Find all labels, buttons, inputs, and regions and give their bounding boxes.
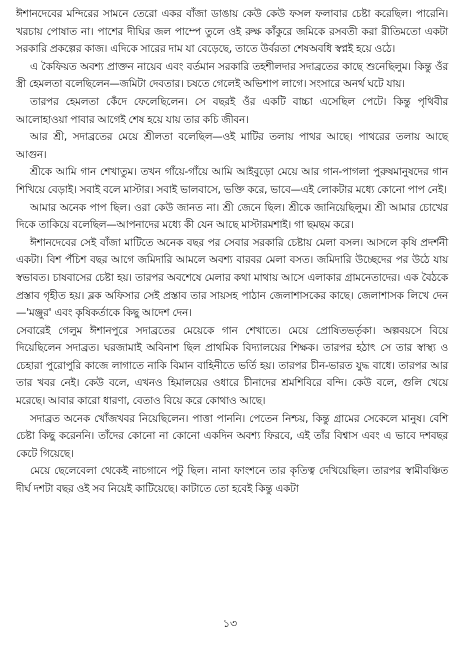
page-number: ১৩	[222, 617, 238, 630]
paragraph: এ কৈফিয়ত অবশ্য প্রাক্তন নায়েব এবং বর্তমান সরকারি তহশীলদার সদাব্রতের কাছে শুনেছিলুম। কিন্তু ওঁর স্ত্রী হেমলতা বলেছিলেন—জমিটা দেবতার। চষতে গেলেই অভিশাপ লাগে। সংসারে অনর্থ ঘটে যায়।	[16, 60, 448, 91]
paragraph: ঈশানদেবের সেই বাঁজা মাটিতে অনেক বছর পর সেবার সরকারি চেষ্টায় মেলা বসল। আসলে কৃষি প্রদর্শনী একটা। বিশ পঁচিশ বছর আগে জমিদারি আমলে অবশ্য বারবর মেলা বসত। জমিদারি উচ্ছেদের পর উঠে যায় স্বভাবত। চাষবাসের চেষ্টা হয়। তারপর অবশেষে মেলার কথা মাথায় আসে এলাকার গ্রামনেতাদের। এক বৈঠকে প্রস্তাব গৃহীত হয়। ব্লক অফিসার সেই প্রস্তাব তার সায়সহ পাঠান জেলাশাসকের কাছে। জেলাশাসক লিখে দেন—'মঞ্জুর' এবং কৃষিকর্তাকে কিছু আদেশ দেন।	[16, 236, 448, 320]
paragraph: শ্রীকে আমি গান শেখাতুম। তখন গাঁয়ে-গাঁয়ে আমি আইবুড়ো মেয়ে আর গান-পাগলা পুরুষমানুষদের গান শিখিয়ে বেড়াই। সবাই বলে মাস্টার। সবাই ভালবাসে, ভক্তি করে, ভাবে—এই লোকটার মধ্যে কোনো পাপ নেই।	[16, 166, 448, 196]
paragraph: তারপর হেমলতা কেঁদে ফেলেছিলেন। সে বছরই ওঁর একটি বাচ্চা এসেছিল পেটে। কিন্তু পৃথিবীর আলোহাওয়া পাবার আগেই শেষ হয়ে যায় তার কচি জীবন।	[16, 95, 448, 126]
paragraph: আমার অনেক পাপ ছিল। ওরা কেউ জানত না। শ্রী জেনে ছিল। শ্রীকে জানিয়েছিলুম। শ্রী আমার চোখের দিকে তাকিয়ে বলেছিল—আপনাদের মধ্যে কী যেন আছে মাস্টারমশাই। গা ছমছম করে।	[16, 201, 448, 232]
paragraph: মেয়ে ছেলেবেলা থেকেই নাচগানে পটু ছিল। নানা ফাংশনে তার কৃতিত্ব দেখিয়েছিল। তারপর স্বামীবঞ্চিত দীর্ঘ দশটা বছর ওই সব নিয়েই কাটিয়েছে। কাটাতে তো হবেই কিন্তু একটা	[16, 465, 448, 496]
paragraph: সদাব্রত অনেক খোঁজখবর নিয়েছিলেন। পাত্তা পাননি। পেতেন নিশ্চয়, কিন্তু গ্রামের সেকেলে মানুষ। বেশি চেষ্টা কিছু করেননি। তাঁদের কোনো না কোনো একদিন অবশ্য ফিরবে, এই তাঁর বিশ্বাস এবং এ ভাবে দশবছর কেটে গিয়েছে।	[16, 412, 448, 460]
paragraph: ঈশানদেবের মন্দিরের সামনে তেরো একর বাঁজা ডাঙায় কেউ কেউ ফসল ফলাবার চেষ্টা করেছিল। পারেনি। খরচায় পোষাত না। পাশের দীঘির জল পাম্পে তুলে ওই রুক্ষ কাঁকুরে জমিকে রসবতী করা রীতিমতো একটা সরকারি প্রকল্পের কাজ। এদিকে সারের দাম যা বেড়েছে, তাতে উর্বরতা শেষঅবধি স্বপ্নই হয়ে ওঠে।	[16, 8, 448, 56]
paragraph: সেবারেই গেলুম ঈশানপুরে সদাব্রতের মেয়েকে গান শেখাতে। মেয়ে প্রোষিতভর্তৃকা। অল্পবয়সে বিয়ে দিয়েছিলেন সদাব্রত। ঘরজামাই অবিনাশ ছিল প্রাথমিক বিদ্যালয়ের শিক্ষক। তারপর হঠাৎ সে তার স্বাস্থ্য ও চেহারা পুরোপুরি কাজে লাগাতে নাকি বিমান বাহিনীতে ভর্তি হয়। তারপর চীন-ভারত যুদ্ধ বাধে। তারপর আর তার খবর নেই। কেউ বলে, এখনও হিমালয়ের ওধারে চীনাদের শ্রমশিবিরে বন্দি। কেউ বলে, গুলি খেয়ে মরেছে। আবার কারো ধারণা, বেতাও বিয়ে করে কোথাও আছে।	[16, 324, 448, 408]
paragraph: আর শ্রী, সদাব্রতের মেয়ে শ্রীলতা বলেছিল—ওই মাটির তলায় পাথর আছে। পাথরের তলায় আছে আগুন।	[16, 131, 448, 161]
